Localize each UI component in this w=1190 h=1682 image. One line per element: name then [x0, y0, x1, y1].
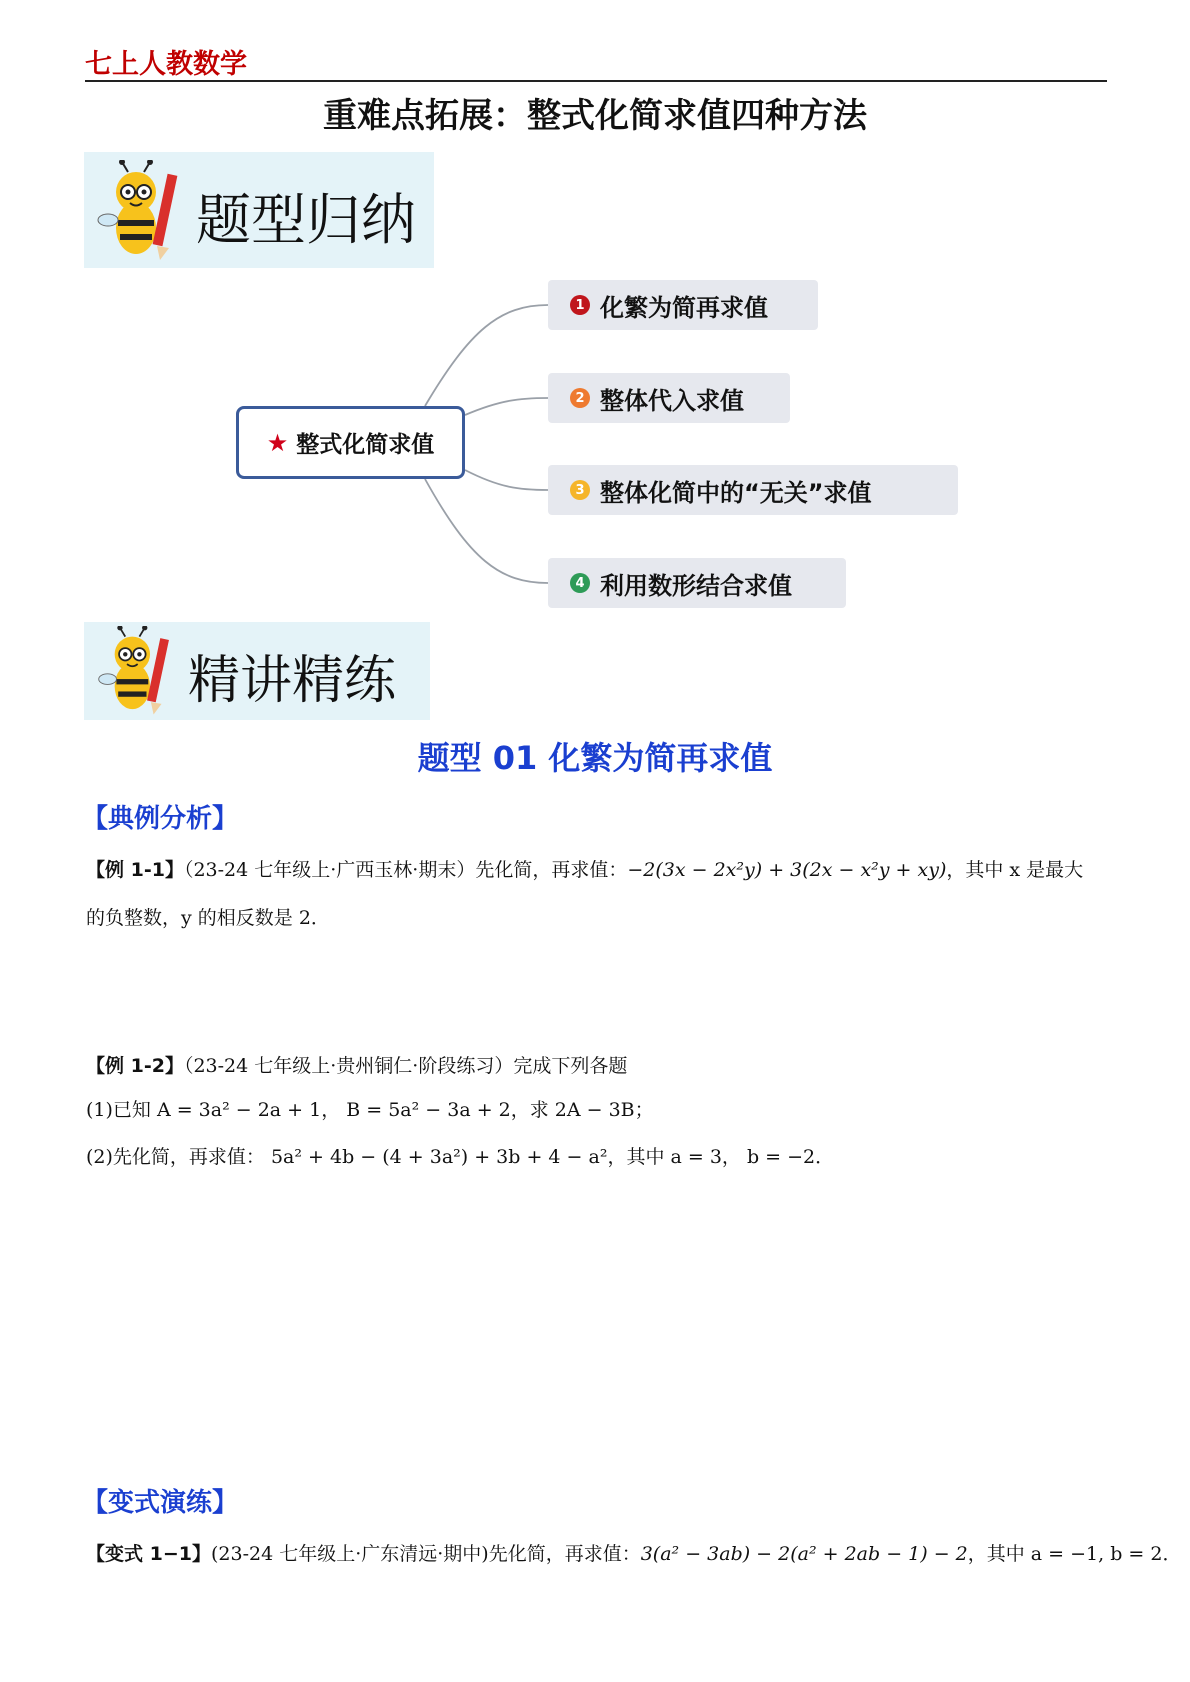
section-title: 题型 01 化繁为简再求值	[417, 739, 773, 777]
mindmap-node-1	[548, 280, 818, 330]
typical-example-heading: 【典例分析】	[82, 804, 239, 834]
variant-source: (23-24 七年级上·广东清远·期中)先化简，再求值：	[210, 1543, 641, 1565]
example-1-2-q1: (1)已知 A = 3a² − 2a + 1， B = 5a² − 3a + 2，求 2A − 3B；	[86, 1099, 654, 1121]
mindmap-center-label: 整式化简求值	[296, 432, 435, 458]
example-1-1-line2: 的负整数，y 的相反数是 2．	[86, 907, 330, 929]
mindmap-node-label: 整体代入求值	[600, 386, 744, 415]
example-source: （23-24 七年级上·贵州铜仁·阶段练习）完成下列各题	[183, 1055, 628, 1077]
header-brand: 七上人教数学	[85, 49, 247, 80]
example-tag: 【例 1-1】	[86, 859, 184, 881]
variant-condition: ，其中 a = −1, b = 2．	[967, 1543, 1182, 1565]
number-badge-icon: 1	[570, 295, 590, 315]
example-source: （23-24 七年级上·广西玉林·期末）先化简，再求值：	[183, 859, 628, 881]
number-badge-icon: 3	[570, 480, 590, 500]
mindmap-node-label: 化繁为简再求值	[600, 293, 768, 322]
example-1-1	[86, 856, 1083, 884]
bee-pencil-icon	[94, 626, 176, 718]
example-tag: 【例 1-2】	[86, 1055, 184, 1077]
banner-summary-label: 题型归纳	[196, 188, 417, 252]
number-badge-icon: 4	[570, 573, 590, 593]
mindmap-node-label: 整体化简中的“无关”求值	[600, 478, 872, 507]
banner-practice	[84, 622, 430, 720]
star-icon: ★	[266, 428, 289, 457]
variant-practice-heading: 【变式演练】	[82, 1488, 239, 1518]
example-1-2-q2: (2)先化简，再求值： 5a² + 4b − (4 + 3a²) + 3b + 4 − a²，其中 a = 3， b = −2．	[86, 1146, 835, 1168]
banner-practice-label: 精讲精练	[188, 651, 397, 711]
example-expression: −2(3x − 2x²y) + 3(2x − x²y + xy)	[627, 859, 947, 881]
page-title: 重难点拓展：整式化简求值四种方法	[323, 96, 867, 136]
mindmap-node-label: 利用数形结合求值	[600, 571, 792, 600]
example-1-2	[86, 1052, 627, 1080]
mindmap-center-node	[236, 406, 465, 479]
mindmap-node-3	[548, 465, 958, 515]
example-condition: ，其中 x 是最大	[946, 859, 1084, 881]
mindmap-node-2	[548, 373, 790, 423]
mindmap-node-4	[548, 558, 846, 608]
variant-expression: 3(a² − 3ab) − 2(a² + 2ab − 1) − 2	[640, 1543, 968, 1565]
number-badge-icon: 2	[570, 388, 590, 408]
variant-tag: 【变式 1−1】	[86, 1543, 211, 1565]
variant-1-1	[86, 1540, 1181, 1568]
